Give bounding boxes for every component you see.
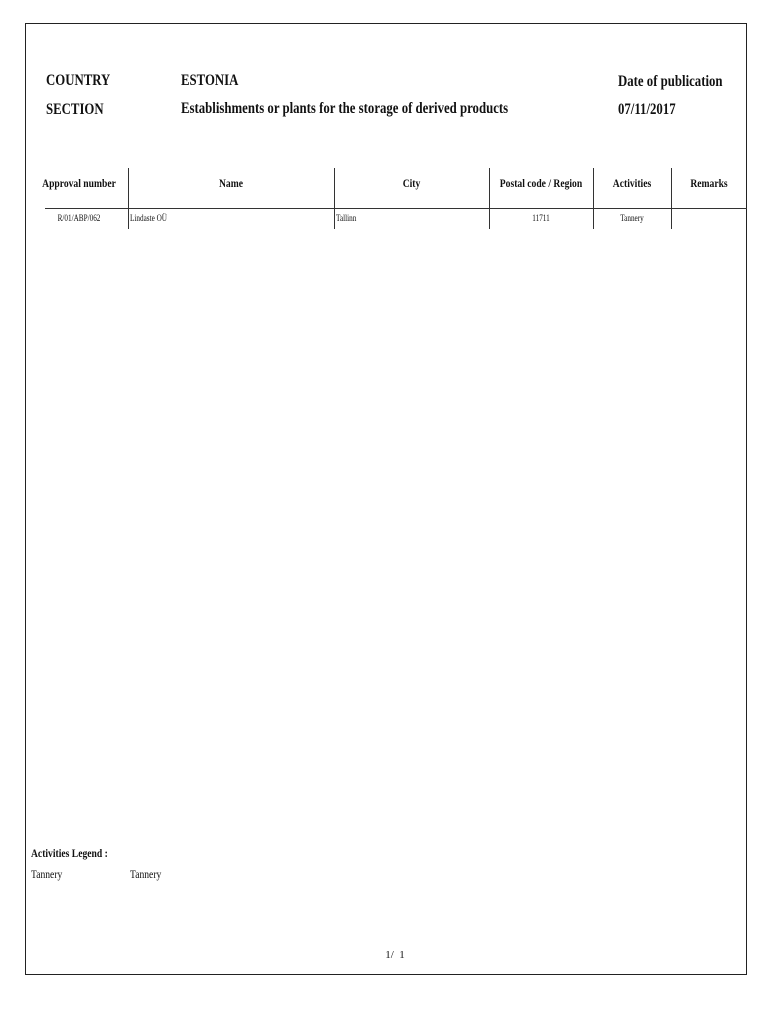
column-header-activities: Activities (612, 176, 652, 190)
column-divider (671, 168, 672, 229)
column-divider (593, 168, 594, 229)
column-header-city: City (402, 176, 421, 190)
column-header-postal-code: Postal code / Region (499, 176, 583, 190)
section-label: SECTION (46, 101, 104, 118)
column-header-approval-number: Approval number (42, 176, 116, 190)
column-header-remarks: Remarks (690, 176, 728, 190)
column-header-name: Name (219, 176, 243, 190)
activities-legend-title: Activities Legend : (31, 846, 108, 860)
column-divider (128, 168, 129, 229)
publication-date-label: Date of publication (618, 73, 723, 90)
city-cell: Tallinn (336, 213, 357, 223)
header-rule (45, 208, 747, 209)
approval-number-cell: R/01/ABP/062 (57, 213, 101, 223)
page-frame (25, 23, 747, 975)
page-number: 1/ 1 (385, 949, 405, 961)
country-label: COUNTRY (46, 72, 111, 89)
section-value: Establishments or plants for the storage of derived products (181, 100, 509, 117)
legend-item-code: Tannery (31, 867, 63, 881)
country-value: ESTONIA (181, 72, 239, 89)
name-cell: Lindaste OÜ (130, 213, 167, 223)
column-divider (489, 168, 490, 229)
legend-item-description: Tannery (130, 867, 162, 881)
postal-code-cell: 11711 (532, 213, 550, 223)
publication-date-value: 07/11/2017 (618, 101, 676, 118)
column-divider (334, 168, 335, 229)
activities-cell: Tannery (620, 213, 644, 223)
